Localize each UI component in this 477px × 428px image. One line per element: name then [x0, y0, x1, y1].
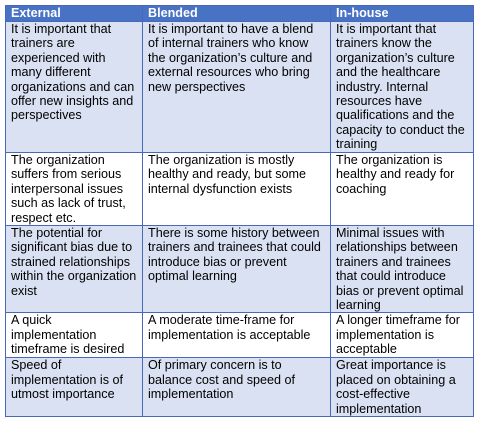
cell-external: The potential for significant bias due to strained relationships within the organization exist: [6, 226, 143, 313]
cell-in-house: The organization is healthy and ready for coaching: [331, 153, 474, 226]
cell-external: The organization suffers from serious interpersonal issues such as lack of trust, respect etc.: [6, 153, 143, 226]
cell-in-house: It is important that trainers know the organization’s culture and the healthcare industry. Internal resources have qualifications and the capacity to conduct the training: [331, 22, 474, 153]
cell-external: A quick implementation timeframe is desired: [6, 313, 143, 358]
header-external: External: [6, 6, 143, 22]
cell-blended: Of primary concern is to balance cost and speed of implementation: [143, 358, 331, 417]
cell-blended: There is some history between trainers and trainees that could introduce bias or prevent optimal learning: [143, 226, 331, 313]
cell-external: It is important that trainers are experienced with many different organizations and can offer new insights and perspectives: [6, 22, 143, 153]
table-row: [6, 226, 474, 313]
training-approach-table: [5, 5, 474, 417]
table-header-row: [6, 6, 474, 22]
table-row: [6, 22, 474, 153]
header-in-house: In-house: [331, 6, 474, 22]
cell-blended: The organization is mostly healthy and ready, but some internal dysfunction exists: [143, 153, 331, 226]
cell-in-house: A longer timeframe for implementation is acceptable: [331, 313, 474, 358]
cell-blended: It is important to have a blend of internal trainers who know the organization’s culture and external resources who bring new perspectives: [143, 22, 331, 153]
cell-external: Speed of implementation is of utmost importance: [6, 358, 143, 417]
table-row: [6, 358, 474, 417]
table-row: [6, 313, 474, 358]
header-blended: Blended: [143, 6, 331, 22]
cell-in-house: Great importance is placed on obtaining a cost-effective implementation: [331, 358, 474, 417]
cell-in-house: Minimal issues with relationships between trainers and trainees that could introduce bias or prevent optimal learning: [331, 226, 474, 313]
cell-blended: A moderate time-frame for implementation is acceptable: [143, 313, 331, 358]
table-row: [6, 153, 474, 226]
